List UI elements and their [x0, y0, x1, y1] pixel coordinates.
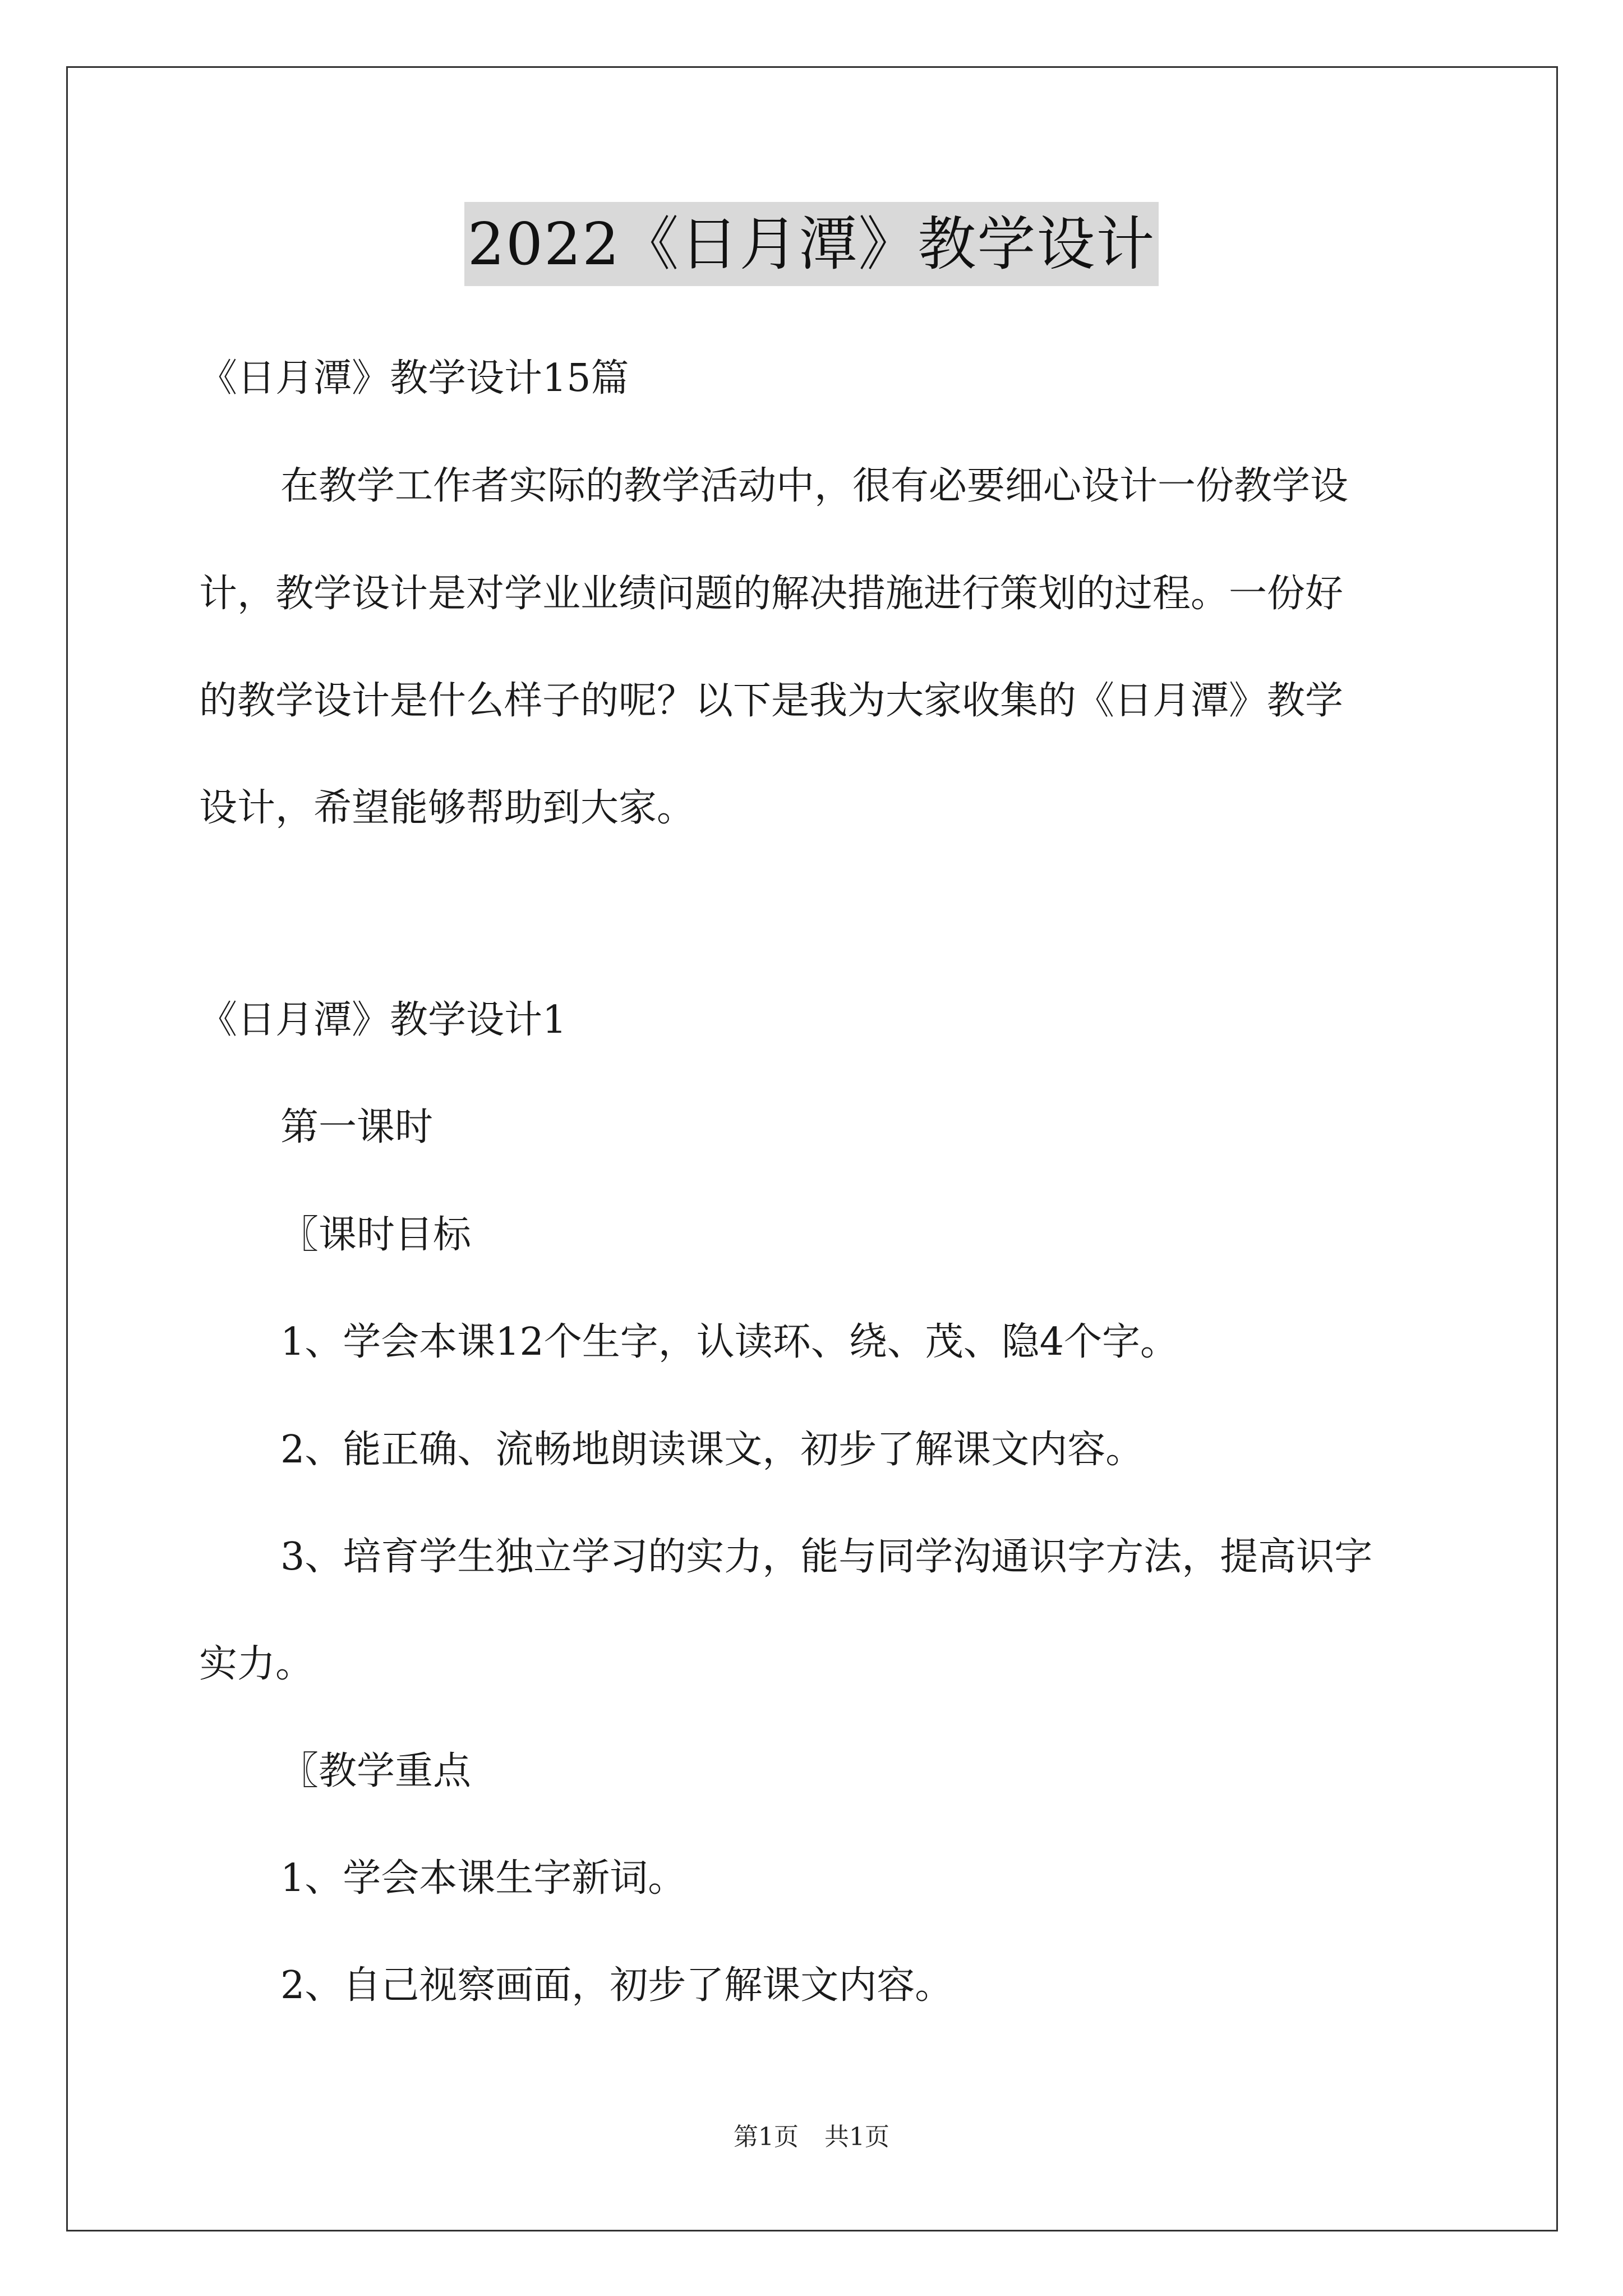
- page-number-total: 共1页: [824, 2123, 889, 2151]
- title-container: [0, 202, 1623, 286]
- intro-line-1: 在教学工作者实际的教学活动中，很有必要细心设计一份教学设: [280, 464, 1349, 508]
- intro-line-4: 设计，希望能够帮助到大家。: [199, 786, 695, 830]
- intro-line-3: 的教学设计是什么样子的呢？以下是我为大家收集的《日月潭》教学: [199, 679, 1344, 723]
- key-points-heading: 〖教学重点: [280, 1749, 472, 1793]
- page-number-current: 第1页: [734, 2123, 799, 2151]
- key-point-item-2: 2、自己视察画面，初步了解课文内容。: [280, 1963, 953, 2008]
- objective-item-2: 2、能正确、流畅地朗读课文，初步了解课文内容。: [280, 1428, 1144, 1472]
- page-footer: [0, 2120, 1623, 2154]
- document-title: 2022《日月潭》教学设计: [464, 202, 1159, 286]
- section-heading: 《日月潭》教学设计1: [199, 998, 567, 1042]
- document-subtitle: 《日月潭》教学设计15篇: [199, 356, 629, 401]
- objective-item-3: 3、培育学生独立学习的实力，能与同学沟通识字方法，提高识字: [280, 1535, 1373, 1579]
- intro-line-2: 计，教学设计是对学业业绩问题的解决措施进行策划的过程。一份好: [199, 572, 1344, 616]
- objective-item-1: 1、学会本课12个生字，认读环、绕、茂、隐4个字。: [280, 1320, 1179, 1364]
- key-point-item-1: 1、学会本课生字新词。: [280, 1856, 686, 1901]
- lesson-heading: 第一课时: [280, 1105, 434, 1149]
- objectives-heading: 〖课时目标: [280, 1213, 472, 1257]
- objective-item-3-cont: 实力。: [199, 1642, 314, 1686]
